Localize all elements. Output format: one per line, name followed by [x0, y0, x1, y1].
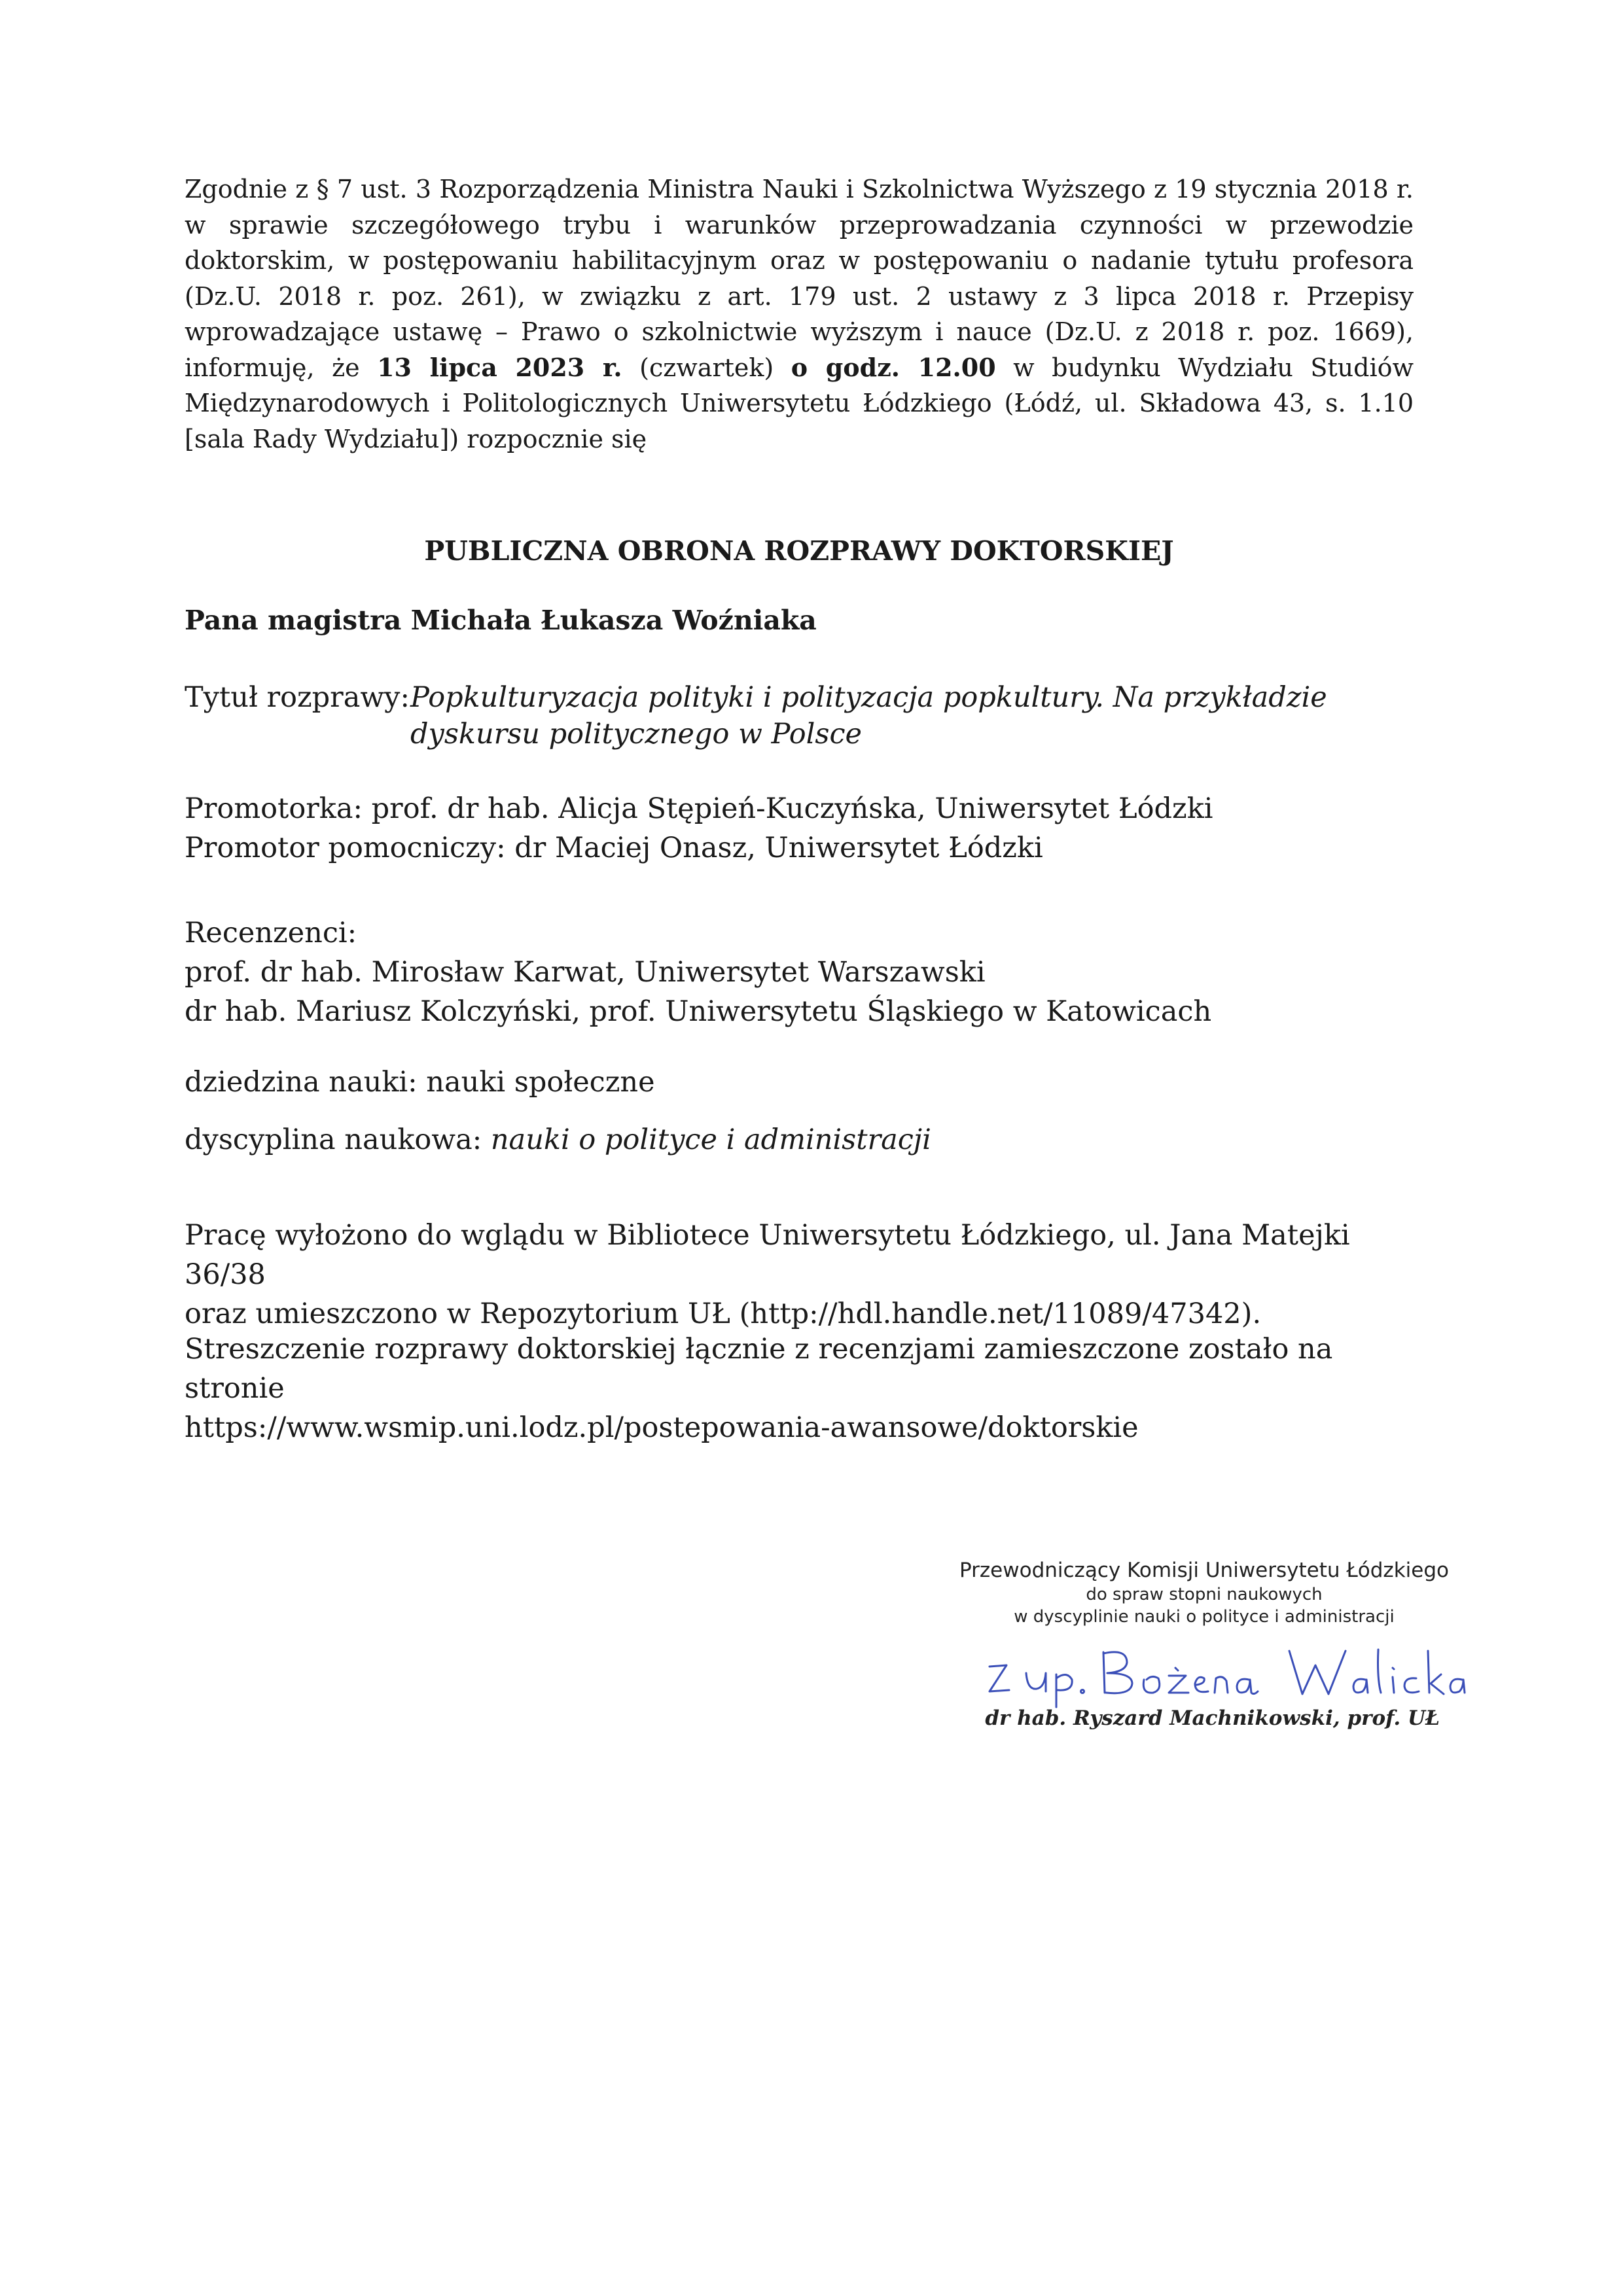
- signature-stamp: [929, 1557, 1479, 1628]
- candidate-name: Pana magistra Michała Łukasza Woźniaka: [185, 605, 817, 636]
- reviewer-line: dr hab. Mariusz Kolczyński, prof. Uniwersytetu Śląskiego w Katowicach: [185, 995, 1212, 1028]
- promoters-block: [185, 789, 1428, 868]
- defense-date: 13 lipca 2023 r.: [377, 352, 622, 382]
- thesis-title: Popkulturyzacja polityki i polityzacja popkultury. Na przykładzie dyskursu politycznego w Polsce: [410, 681, 1327, 751]
- thesis-title-block: [185, 679, 1428, 752]
- summary-block: [185, 1330, 1428, 1447]
- handwritten-signature: [975, 1639, 1472, 1711]
- reviewers-block: [185, 913, 1428, 1031]
- availability-line: Pracę wyłożono do wglądu w Bibliotece Uniwersytetu Łódzkiego, ul. Jana Matejki 36/38: [185, 1219, 1350, 1291]
- assistant-promoter-line: Promotor pomocniczy: dr Maciej Onasz, Uniwersytet Łódzki: [185, 832, 1043, 864]
- reviewers-label: Recenzenci:: [185, 917, 357, 949]
- signer-name: dr hab. Ryszard Machnikowski, prof. UŁ: [985, 1706, 1440, 1730]
- document-heading: PUBLICZNA OBRONA ROZPRAWY DOKTORSKIEJ: [424, 535, 1174, 567]
- stamp-line: w dyscyplinie nauki o polityce i administracji: [1014, 1607, 1395, 1627]
- defense-time: o godz. 12.00: [791, 352, 996, 382]
- discipline-value: nauki o polityce i administracji: [490, 1123, 931, 1156]
- summary-line: Streszczenie rozprawy doktorskiej łącznie z recenzjami zamieszczone zostało na stronie: [185, 1333, 1333, 1405]
- promoter-line: Promotorka: prof. dr hab. Alicja Stępień-Kuczyńska, Uniwersytet Łódzki: [185, 792, 1213, 825]
- discipline-line: [185, 1120, 1428, 1159]
- thesis-title-label: Tytuł rozprawy:: [185, 681, 410, 714]
- discipline-label: dyscyplina naukowa:: [185, 1123, 491, 1156]
- intro-paragraph: [185, 171, 1414, 457]
- intro-text-3: w budynku Wydziału Studiów Międzynarodowych i Politologicznych Uniwersytetu Łódzkiego (Łódź, ul. Składowa 43, s. 1.10 [sala Rady Wydziału]) rozpocznie się: [185, 353, 1414, 453]
- availability-line: oraz umieszczono w Repozytorium UŁ (http://hdl.handle.net/11089/47342).: [185, 1298, 1262, 1330]
- summary-url: https://www.wsmip.uni.lodz.pl/postepowania-awansowe/doktorskie: [185, 1411, 1139, 1444]
- stamp-line: Przewodniczący Komisji Uniwersytetu Łódzkiego: [959, 1559, 1449, 1582]
- intro-text-2: (czwartek): [622, 353, 791, 382]
- reviewer-line: prof. dr hab. Mirosław Karwat, Uniwersytet Warszawski: [185, 956, 986, 989]
- field-of-science: dziedzina nauki: nauki społeczne: [185, 1066, 655, 1099]
- intro-text-1: Zgodnie z § 7 ust. 3 Rozporządzenia Ministra Nauki i Szkolnictwa Wyższego z 19 stycznia 2018 r. w sprawie szczegółowego trybu i warunków przeprowadzania czynności w przewodzie doktorskim, w postępowaniu habilitacyjnym oraz w postępowaniu o nadanie tytułu profesora (Dz.U. 2018 r. poz. 261), w związku z art. 179 ust. 2 ustawy z 3 lipca 2018 r. Przepisy wprowadzające ustawę – Prawo o szkolnictwie wyższym i nauce (Dz.U. z 2018 r. poz. 1669), informuję, że: [185, 175, 1414, 382]
- availability-block: [185, 1216, 1428, 1333]
- stamp-line: do spraw stopni naukowych: [1086, 1585, 1323, 1604]
